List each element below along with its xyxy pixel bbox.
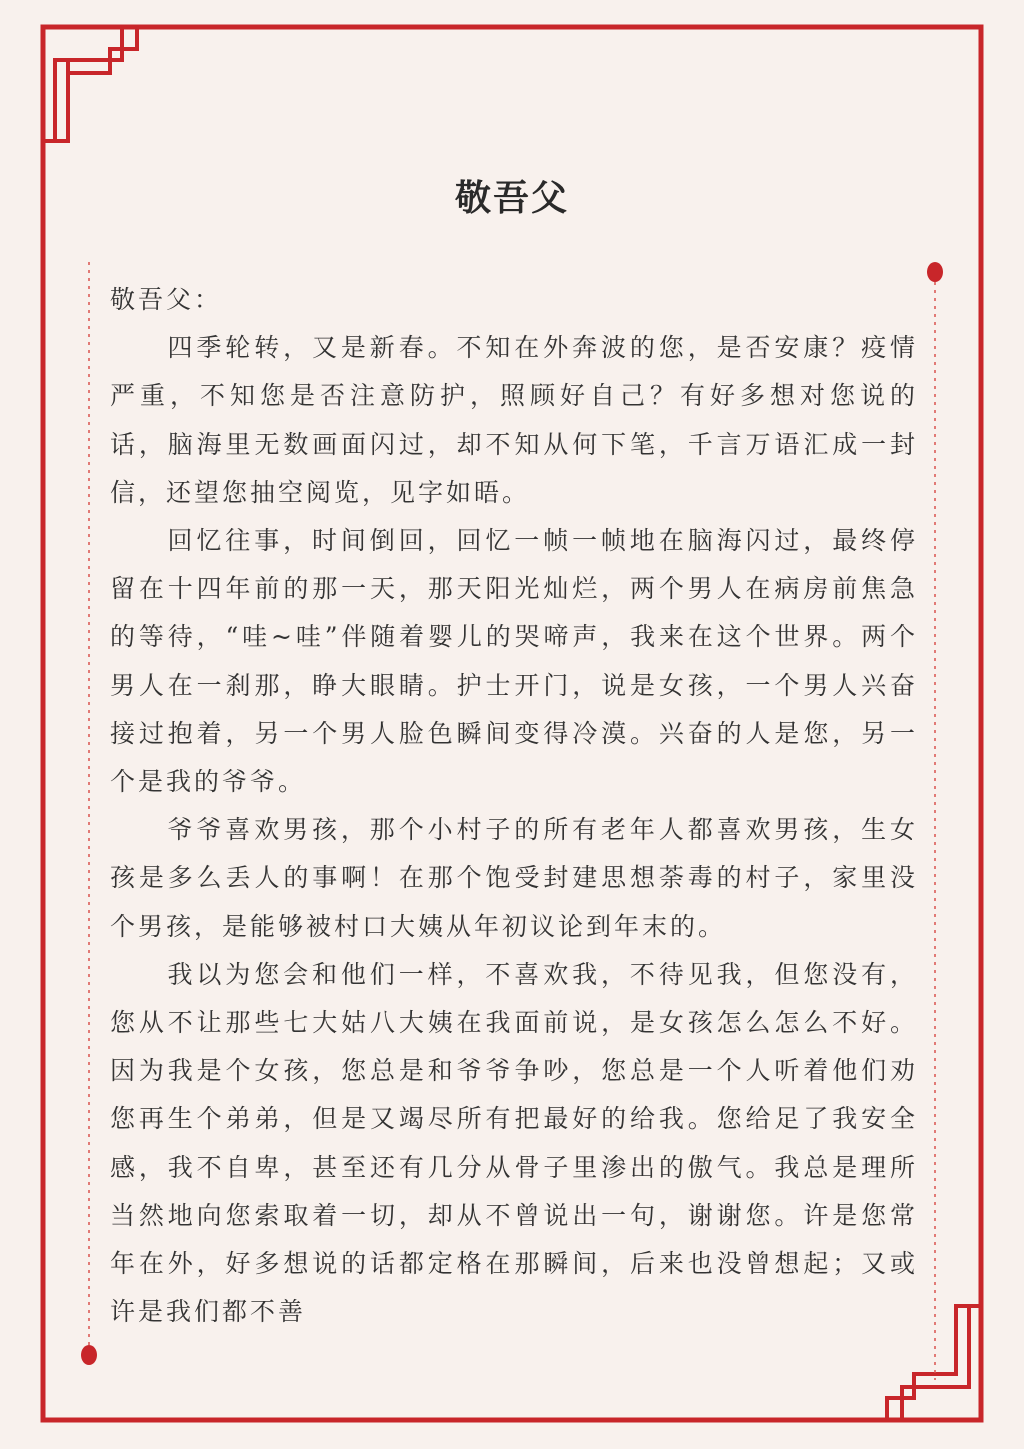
- right-dot-ornament: [927, 262, 943, 282]
- page-title: 敬吾父: [454, 178, 569, 219]
- paragraph: 我以为您会和他们一样，不喜欢我，不待见我，但您没有，您从不让那些七大姑八大姨在我面前说，是女孩怎么怎么不好。因为我是个女孩，您总是和爷爷争吵，您总是一个人听着他们劝您再生个弟弟，但是又竭尽所有把最好的给我。您给足了我安全感，我不自卑，甚至还有几分从骨子里渗出的傲气。我总是理所当然地向您索取着一切，却从不曾说出一句，谢谢您。许是您常年在外，好多想说的话都定格在那瞬间，后来也没曾想起；又或许是我们都不善: [110, 959, 918, 1327]
- paragraph: 四季轮转，又是新春。不知在外奔波的您，是否安康？疫情严重，不知您是否注意防护，照顾好自己？有好多想对您说的话，脑海里无数画面闪过，却不知从何下笔，千言万语汇成一封信，还望您抽空阅览，见字如晤。: [110, 333, 918, 507]
- left-dot-ornament: [81, 1345, 97, 1365]
- paragraph: 回忆往事，时间倒回，回忆一帧一帧地在脑海闪过，最终停留在十四年前的那一天，那天阳光灿烂，两个男人在病房前焦急的等待，“哇~哇”伴随着婴儿的哭啼声，我来在这个世界。两个男人在一刹那，睁大眼睛。护士开门，说是女孩，一个男人兴奋接过抱着，另一个男人脸色瞬间变得冷漠。兴奋的人是您，另一个是我的爷爷。: [110, 526, 918, 797]
- paragraph: 爷爷喜欢男孩，那个小村子的所有老年人都喜欢男孩，生女孩是多么丢人的事啊！在那个饱受封建思想荼毒的村子，家里没个男孩，是能够被村口大姨从年初议论到年末的。: [110, 815, 918, 941]
- salutation: 敬吾父：: [110, 285, 223, 314]
- letter-body: [110, 276, 918, 1336]
- corner-ornament-top-left: [43, 27, 137, 141]
